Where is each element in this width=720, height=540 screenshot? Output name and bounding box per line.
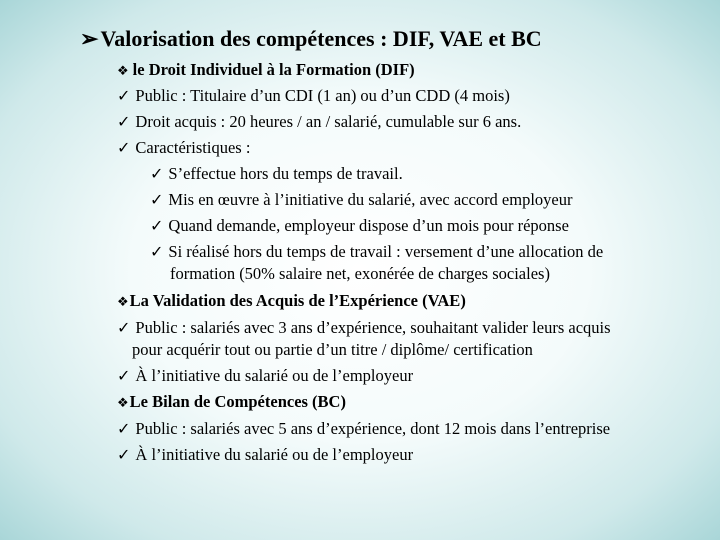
list-item-text: À l’initiative du salarié ou de l’employeur [135,366,414,385]
check-icon: ✓ [117,421,131,438]
diamond-bullet-icon: ❖ [117,294,129,309]
section-heading-dif [117,59,415,82]
sub-list-item-text: formation (50% salaire net, exonérée de charges sociales) [170,264,550,283]
check-icon: ✓ [150,166,164,183]
check-icon: ✓ [117,447,131,464]
list-item [117,444,413,467]
sub-list-item [150,163,403,186]
sub-list-item-text: Quand demande, employeur dispose d’un mois pour réponse [168,216,569,235]
sub-list-item [150,241,603,264]
section-heading-text: La Validation des Acquis de l’Expérience (VAE) [129,291,466,310]
list-item-text: pour acquérir tout ou partie d’un titre / diplôme/ certification [132,340,533,359]
sub-list-item-text: Mis en œuvre à l’initiative du salarié, avec accord employeur [168,190,573,209]
list-item-text: Caractéristiques : [135,138,251,157]
list-item-text: Public : salariés avec 5 ans d’expérience, dont 12 mois dans l’entreprise [135,419,611,438]
check-icon: ✓ [117,88,131,105]
check-icon: ✓ [150,192,164,209]
list-item [117,137,250,160]
section-heading-bc [117,391,346,414]
list-item-text: À l’initiative du salarié ou de l’employeur [135,445,414,464]
list-item [117,317,611,340]
sub-list-item [150,215,569,238]
sub-list-item-text: S’effectue hors du temps de travail. [168,164,403,183]
diamond-bullet-icon: ❖ [117,395,129,410]
sub-list-item-text: Si réalisé hors du temps de travail : versement d’une allocation de [168,242,604,261]
check-icon: ✓ [150,218,164,235]
check-icon: ✓ [117,368,131,385]
list-item-text: Public : Titulaire d’un CDI (1 an) ou d’un CDD (4 mois) [135,86,510,105]
check-icon: ✓ [117,114,131,131]
list-item-text: Droit acquis : 20 heures / an / salarié, cumulable sur 6 ans. [135,112,522,131]
arrow-bullet-icon: ➢ [80,26,99,51]
section-heading-vae [117,290,466,313]
sub-list-item [150,189,573,212]
list-item-continuation [132,339,533,361]
list-item [117,365,413,388]
list-item [117,85,510,108]
list-item-text: Public : salariés avec 3 ans d’expérience, souhaitant valider leurs acquis [135,318,611,337]
check-icon: ✓ [117,140,131,157]
slide-title-text: Valorisation des compétences : DIF, VAE et BC [100,26,542,51]
check-icon: ✓ [117,320,131,337]
section-heading-text: le Droit Individuel à la Formation (DIF) [132,60,415,79]
slide-title [80,26,542,52]
diamond-bullet-icon: ❖ [117,63,129,78]
section-heading-text: Le Bilan de Compétences (BC) [129,392,346,411]
list-item [117,418,610,441]
list-item [117,111,521,134]
check-icon: ✓ [150,244,164,261]
sub-list-item-continuation [170,263,550,285]
